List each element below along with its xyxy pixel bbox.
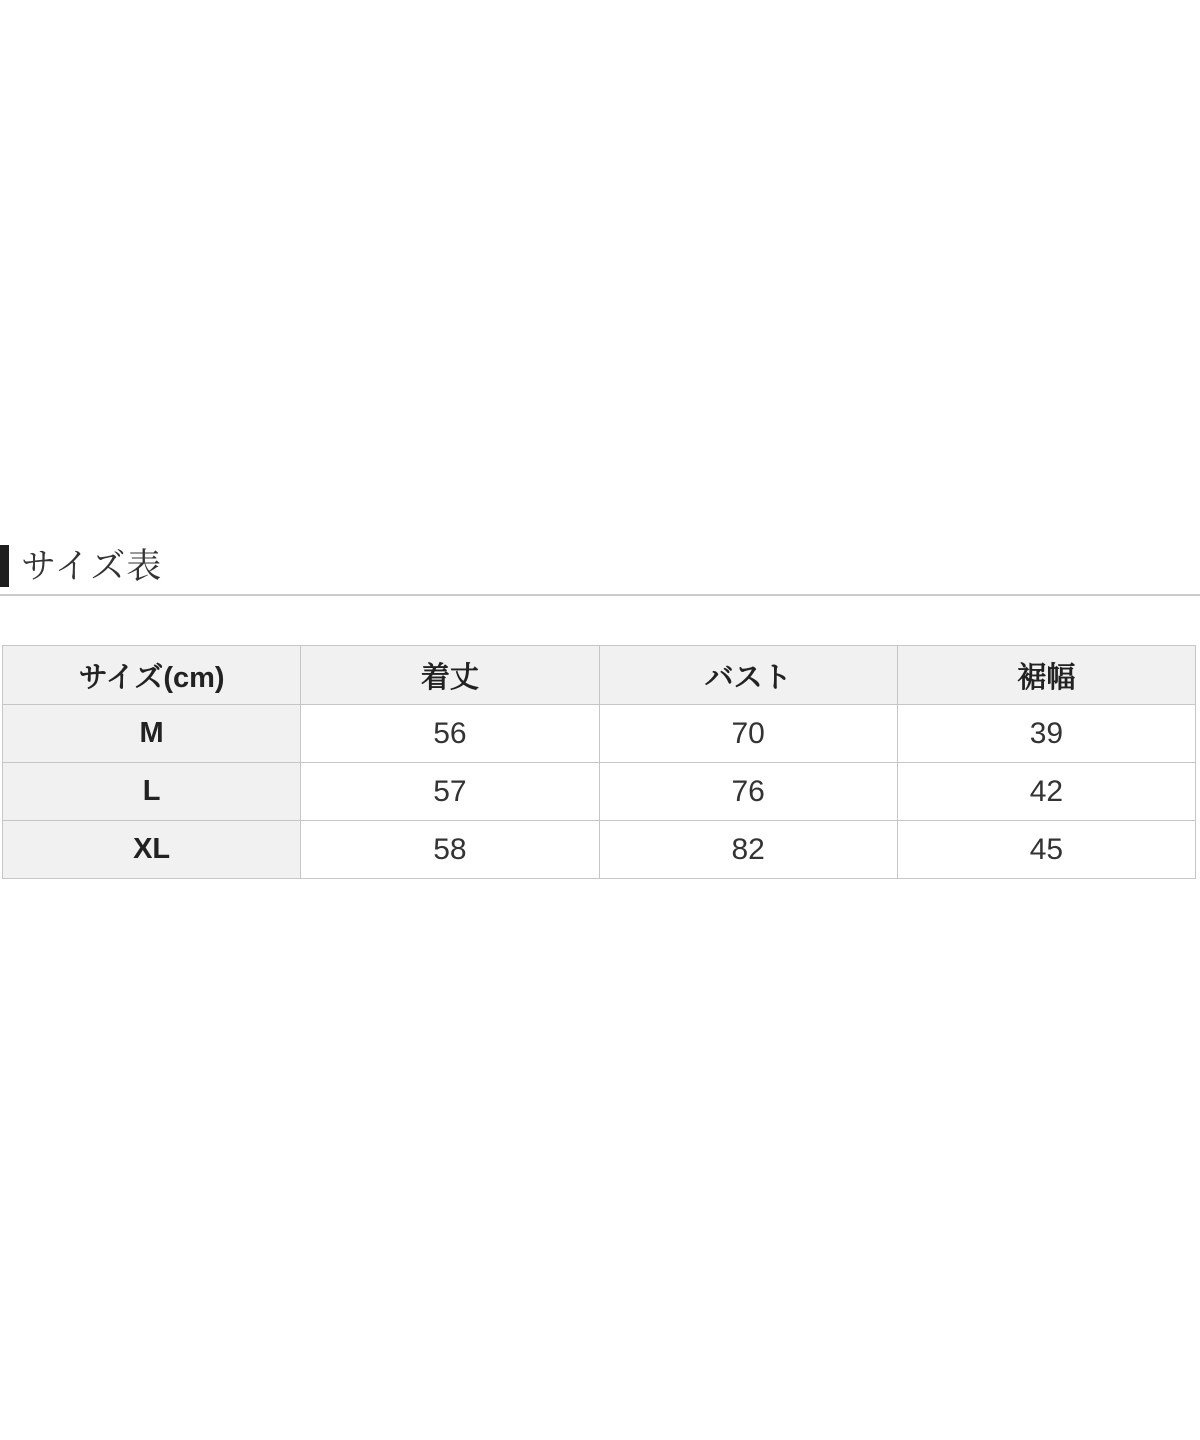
size-label-cell: XL <box>3 821 301 879</box>
section-header <box>0 543 162 589</box>
column-header-hem-width: 裾幅 <box>897 646 1195 705</box>
value-cell: 42 <box>897 763 1195 821</box>
section-title: サイズ表 <box>21 546 163 586</box>
table-header-row <box>3 646 1196 705</box>
value-cell: 39 <box>897 705 1195 763</box>
table-row-l <box>3 763 1196 821</box>
column-header-bust: バスト <box>599 646 897 705</box>
title-accent-bar <box>0 545 9 587</box>
value-cell: 56 <box>301 705 599 763</box>
size-table <box>2 645 1196 879</box>
size-label-cell: L <box>3 763 301 821</box>
value-cell: 58 <box>301 821 599 879</box>
section-divider <box>0 594 1200 596</box>
table-row-xl <box>3 821 1196 879</box>
value-cell: 45 <box>897 821 1195 879</box>
value-cell: 76 <box>599 763 897 821</box>
column-header-length: 着丈 <box>301 646 599 705</box>
column-header-size: サイズ(cm) <box>3 646 301 705</box>
value-cell: 70 <box>599 705 897 763</box>
table-row-m <box>3 705 1196 763</box>
size-label-cell: M <box>3 705 301 763</box>
value-cell: 57 <box>301 763 599 821</box>
value-cell: 82 <box>599 821 897 879</box>
